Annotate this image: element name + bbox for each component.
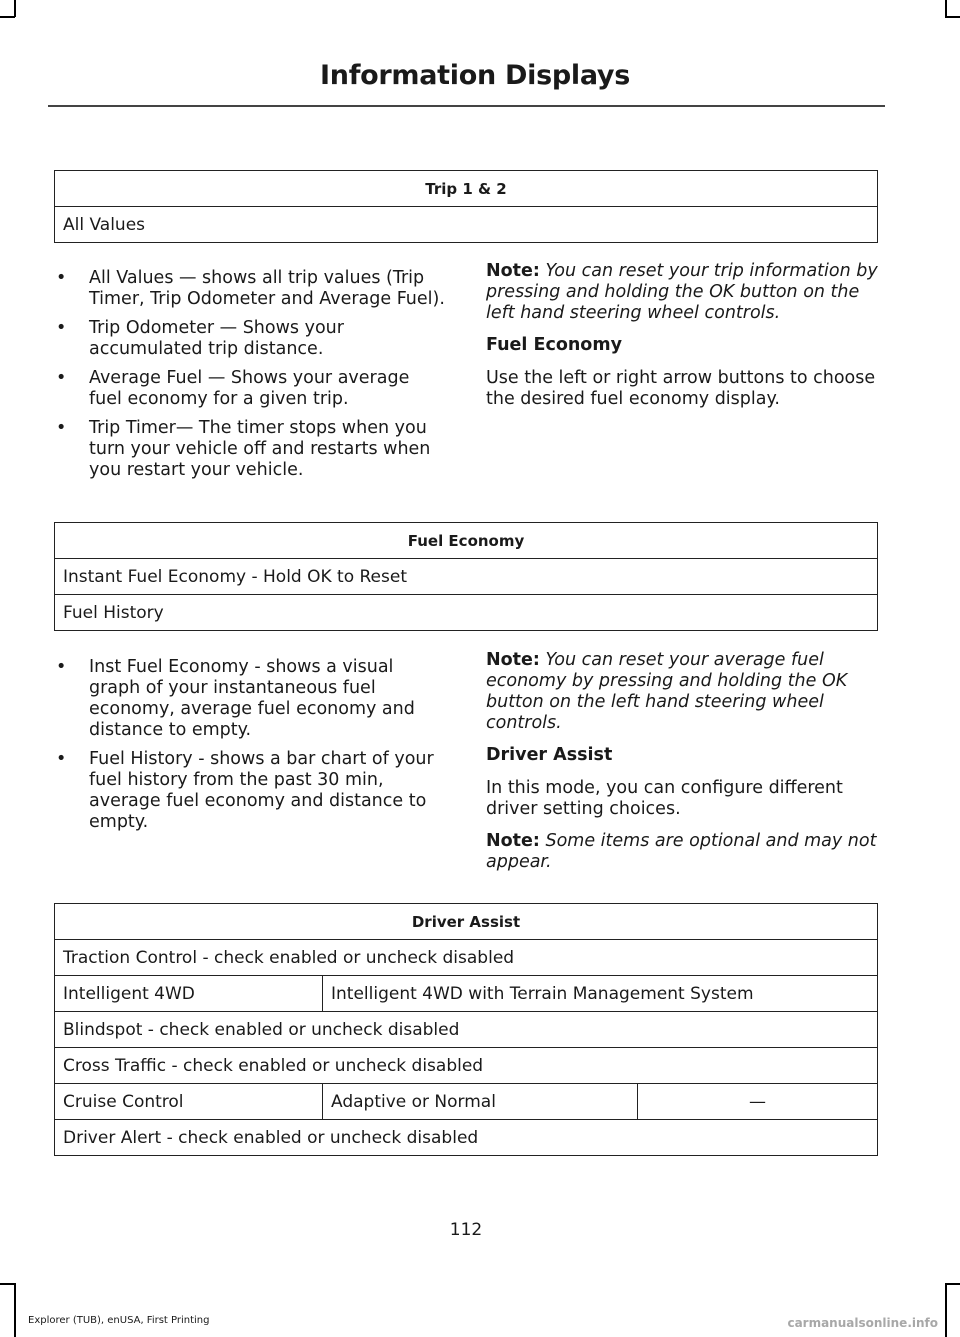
table-cell: Intelligent 4WD with Terrain Management System: [323, 976, 878, 1012]
trip-notes-column: [486, 261, 878, 421]
note: [486, 831, 878, 873]
note: [486, 261, 878, 324]
bullet-list: [54, 657, 446, 833]
page-number: 112: [449, 1220, 483, 1240]
paragraph: Use the left or right arrow buttons to choose the desired fuel economy display.: [486, 368, 876, 409]
table-cell: Driver Alert - check enabled or uncheck disabled: [55, 1120, 878, 1156]
note-text: Some items are optional and may not appear.: [486, 831, 877, 872]
paragraph: In this mode, you can configure different driver setting choices.: [486, 778, 843, 819]
note-text: You can reset your average fuel economy by pressing and holding the OK button on the left hand steering wheel controls.: [486, 650, 848, 733]
crop-mark: [945, 1283, 947, 1337]
crop-mark: [945, 16, 960, 18]
note-label: Note:: [486, 261, 540, 281]
section-heading: Driver Assist: [486, 745, 613, 765]
page-title: Information Displays: [320, 60, 630, 91]
note-text: You can reset your trip information by pressing and holding the OK button on the left hand steering wheel controls.: [486, 261, 878, 323]
table-cell: Fuel History: [55, 595, 878, 631]
list-item: • Inst Fuel Economy - shows a visual graph of your instantaneous fuel economy, average fuel economy and distance to empty.: [54, 657, 446, 741]
crop-mark: [945, 1283, 960, 1285]
list-item: • Trip Odometer — Shows your accumulated trip distance.: [54, 318, 446, 360]
table-header: Trip 1 & 2: [55, 171, 878, 207]
note-label: Note:: [486, 831, 540, 851]
list-item: • Trip Timer— The timer stops when you turn your vehicle off and restarts when you restart your vehicle.: [54, 418, 446, 481]
table-cell: Instant Fuel Economy - Hold OK to Reset: [55, 559, 878, 595]
crop-mark: [14, 1283, 16, 1337]
list-item: • Average Fuel — Shows your average fuel economy for a given trip.: [54, 368, 446, 410]
header-divider: [48, 105, 885, 107]
bullet-list: [54, 268, 446, 481]
table-header: Fuel Economy: [55, 523, 878, 559]
trip-bullets-column: [54, 268, 446, 489]
table-cell: Cruise Control: [55, 1084, 323, 1120]
table-cell: Traction Control - check enabled or uncheck disabled: [55, 940, 878, 976]
driver-assist-table: [54, 903, 878, 1156]
fuel-notes-column: [486, 650, 878, 884]
trip-table: [54, 170, 878, 243]
table-cell: Blindspot - check enabled or uncheck disabled: [55, 1012, 878, 1048]
table-cell: All Values: [55, 207, 878, 243]
fuel-bullets-column: [54, 657, 446, 841]
list-item: • All Values — shows all trip values (Trip Timer, Trip Odometer and Average Fuel).: [54, 268, 446, 310]
crop-mark: [14, 0, 16, 17]
table-cell: —: [638, 1084, 878, 1120]
crop-mark: [0, 1283, 15, 1285]
section-heading: Fuel Economy: [486, 335, 622, 355]
list-item: • Fuel History - shows a bar chart of your fuel history from the past 30 min, average fuel economy and distance to empty.: [54, 749, 446, 833]
table-header: Driver Assist: [55, 904, 878, 940]
watermark: carmanualsonline.info: [787, 1316, 938, 1330]
note-label: Note:: [486, 650, 540, 670]
table-cell: Cross Traffic - check enabled or uncheck disabled: [55, 1048, 878, 1084]
note: [486, 650, 878, 734]
table-cell: Adaptive or Normal: [323, 1084, 638, 1120]
crop-mark: [0, 16, 15, 18]
crop-mark: [945, 0, 947, 17]
table-cell: Intelligent 4WD: [55, 976, 323, 1012]
footer-text: Explorer (TUB), enUSA, First Printing: [28, 1315, 210, 1326]
fuel-economy-table: [54, 522, 878, 631]
